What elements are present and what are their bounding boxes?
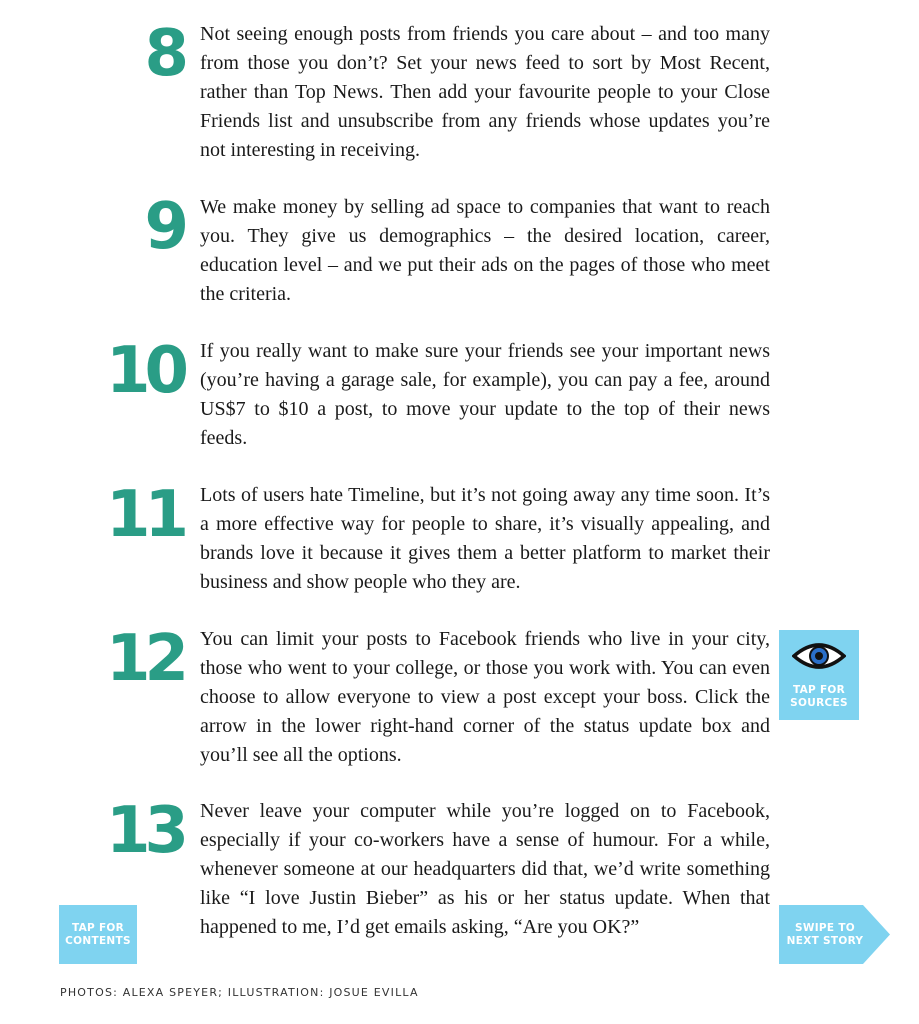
item-text: You can limit your posts to Facebook friends who live in your city, those who went to your college, or those you work with. You can even choose to allow everyone to view a post except your boss. Click the arrow in the lower right-hand corner of the status update box and you’ll see all the options.	[200, 628, 770, 766]
swipe-next-story-button[interactable]	[779, 905, 891, 964]
eye-icon	[792, 640, 846, 676]
sources-label-line2: SOURCES	[790, 697, 848, 709]
tap-for-contents-button[interactable]	[59, 905, 137, 964]
sources-label-line1: TAP FOR	[792, 684, 846, 696]
tap-for-sources-button[interactable]	[779, 630, 859, 720]
item-number: 12	[105, 622, 183, 696]
item-text: If you really want to make sure your friends see your important news (you’re having a garage sale, for example), you can pay a fee, around US$7 to $10 a post, to move your update to the top of their news feeds.	[200, 340, 770, 449]
contents-label-line2: CONTENTS	[65, 934, 131, 947]
item-number: 9	[144, 190, 183, 264]
next-story-label	[779, 905, 871, 964]
item-text: Lots of users hate Timeline, but it’s not going away any time soon. It’s a more effective way for people to share, it’s visually appealing, and brands love it because it gives them a better platform to market their business and show people who they are.	[200, 484, 770, 593]
next-label-line1: SWIPE TO	[794, 921, 856, 934]
item-number: 11	[105, 478, 183, 552]
contents-label-line1: TAP FOR	[71, 921, 125, 934]
item-number: 13	[105, 794, 183, 868]
item-text: Never leave your computer while you’re logged on to Facebook, especially if your co-workers have a sense of humour. For a while, whenever someone at our headquarters did that, we’d write something like “I love Justin Bieber” as his or her status update. When that happened to me, I’d get emails asking, “Are you OK?”	[200, 800, 770, 938]
item-text: Not seeing enough posts from friends you care about – and too many from those you don’t? Set your news feed to sort by Most Recent, rather than Top News. Then add your favourite people to your Close Friends list and unsubscribe from any friends whose updates you’re not interesting in receiving.	[200, 23, 770, 161]
next-label-line2: NEXT STORY	[786, 934, 864, 947]
item-number: 10	[105, 334, 183, 408]
item-number: 8	[144, 17, 183, 91]
item-text: We make money by selling ad space to companies that want to reach you. They give us demographics – the desired location, career, education level – and we put their ads on the pages of those who meet the criteria.	[200, 196, 770, 305]
photo-credit: PHOTOS: ALEXA SPEYER; ILLUSTRATION: JOSUE EVILLA	[60, 986, 419, 999]
